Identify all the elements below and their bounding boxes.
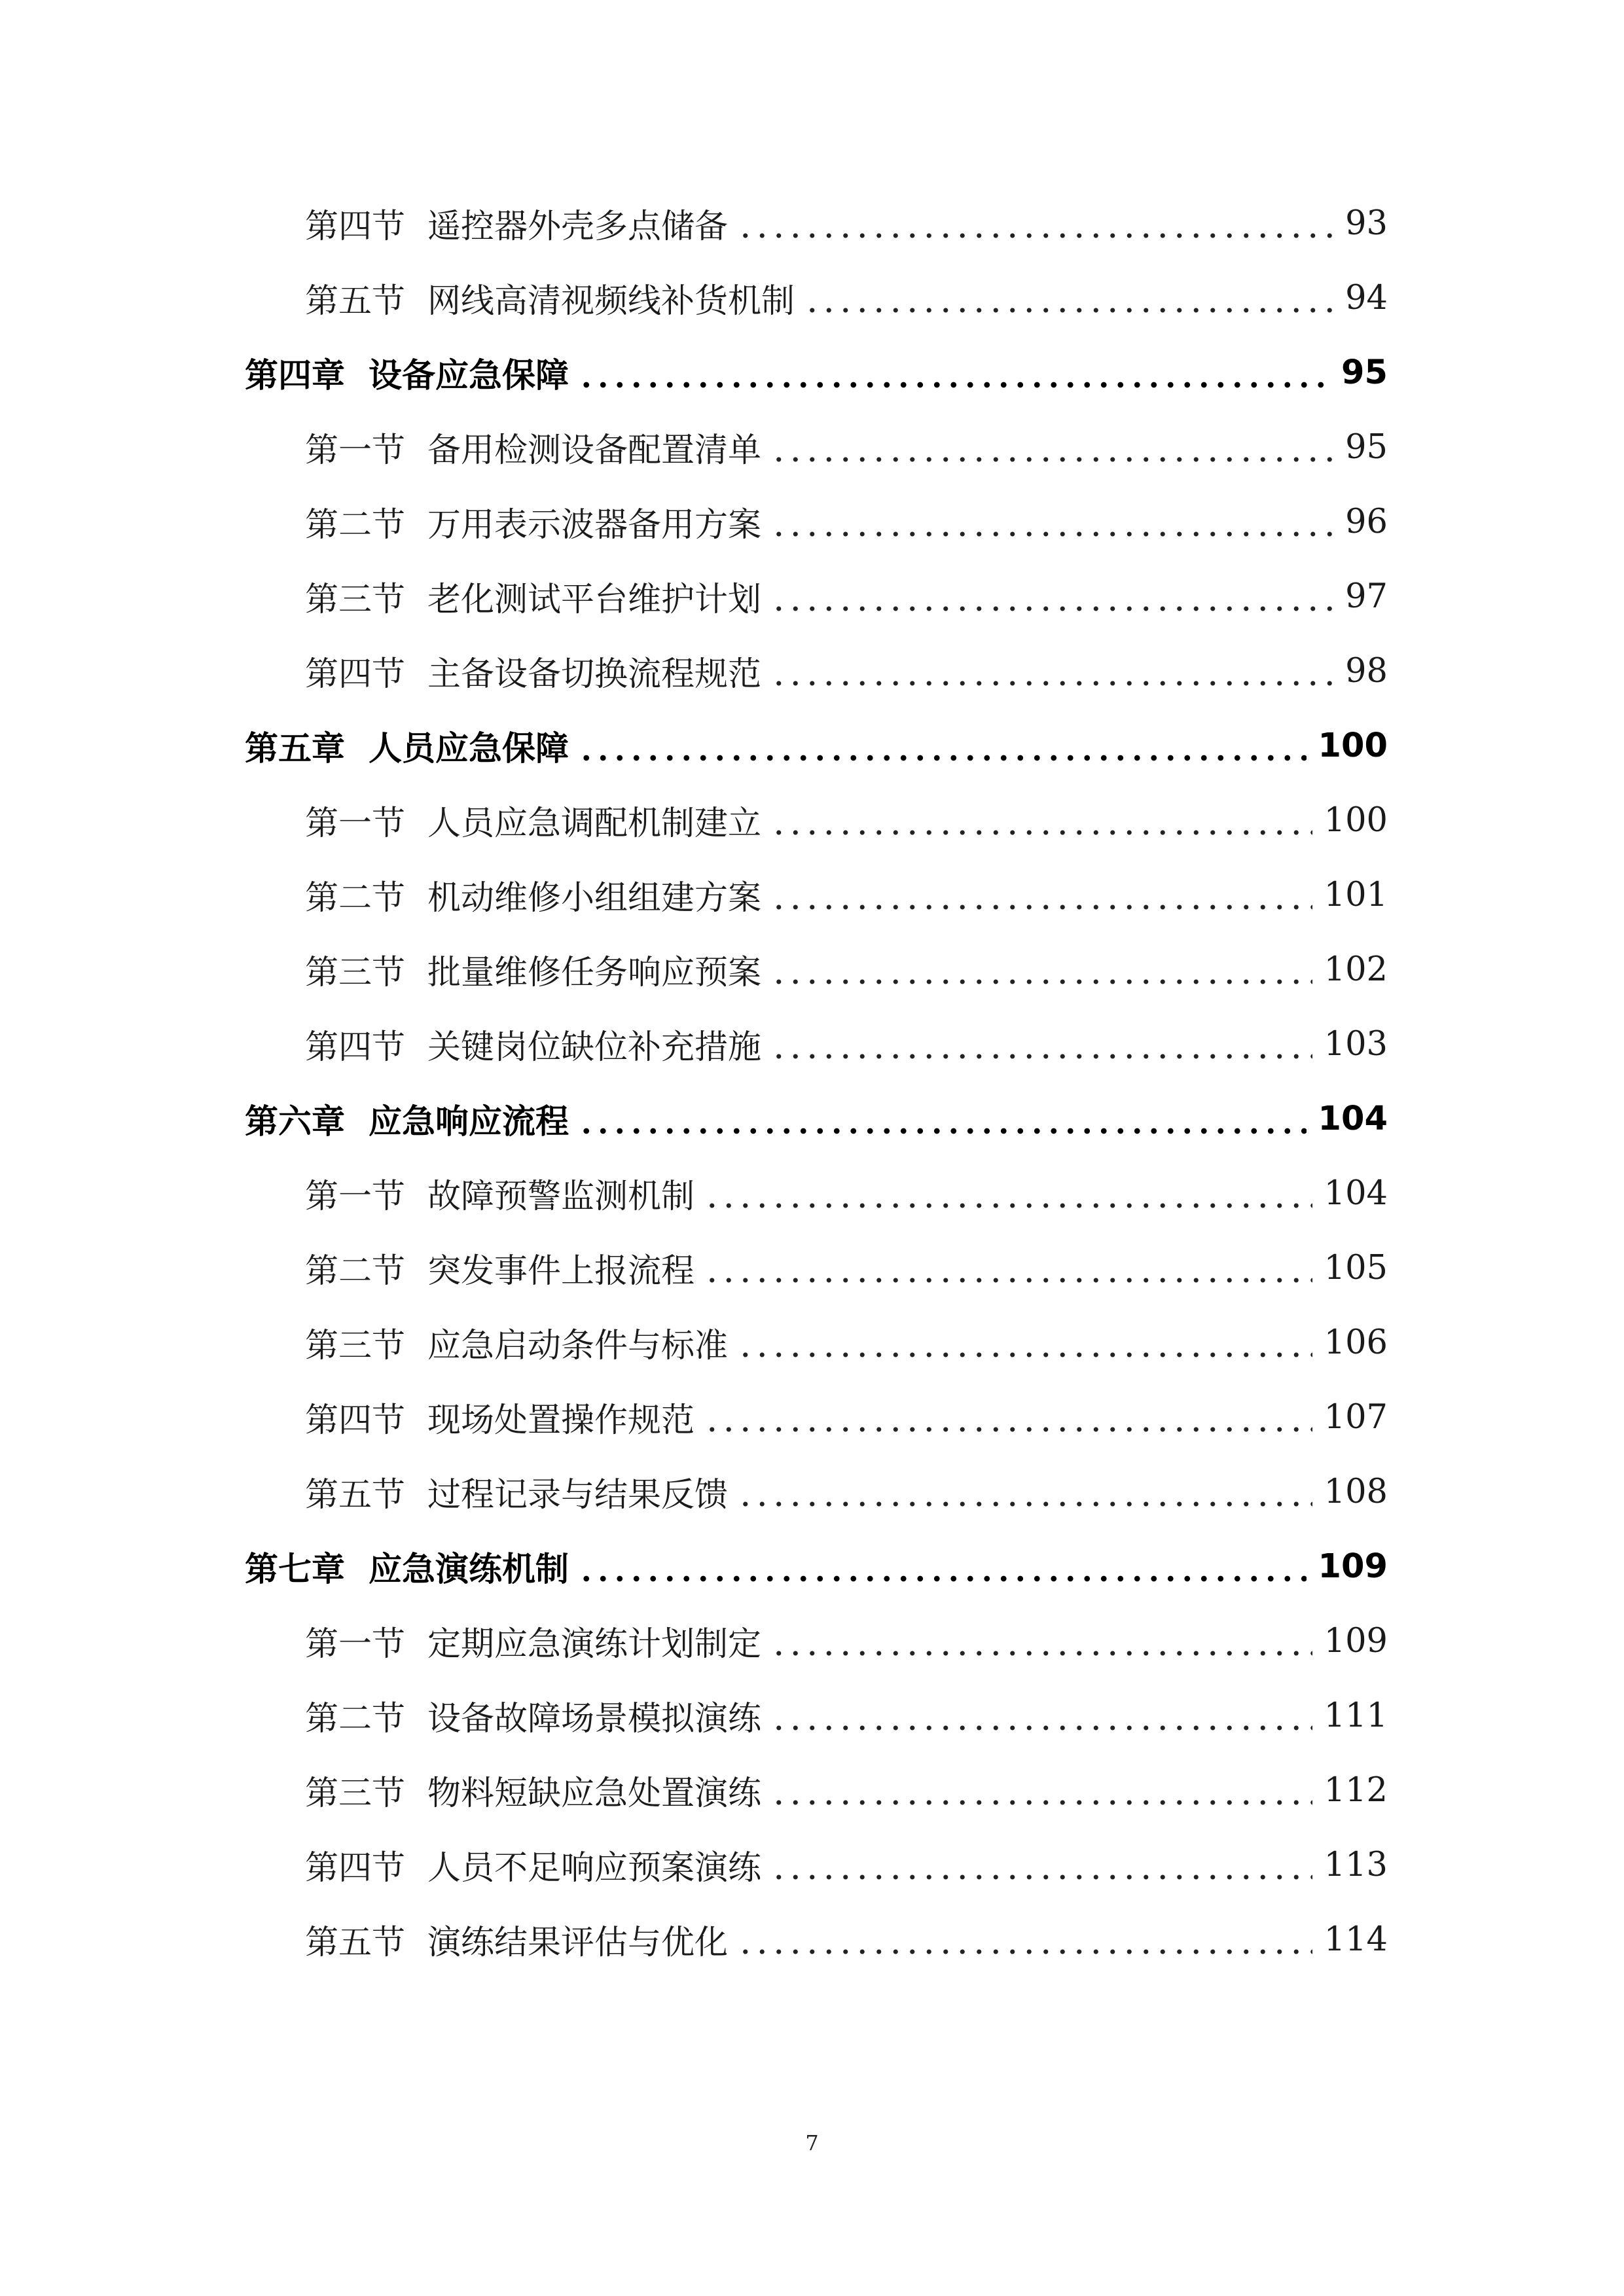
toc-entry-page: 98 bbox=[1345, 651, 1388, 691]
toc-entry-label: 第三节 bbox=[305, 1327, 406, 1365]
toc-entry-label: 第一节 bbox=[305, 431, 406, 470]
toc-entry-chapter[interactable] bbox=[245, 1087, 1388, 1150]
toc-entry-page: 108 bbox=[1324, 1472, 1388, 1511]
toc-entry-title: 批量维修任务响应预案 bbox=[427, 954, 762, 992]
toc-entry-section[interactable] bbox=[305, 490, 1388, 553]
toc-entry-chapter[interactable] bbox=[245, 1535, 1388, 1598]
toc-entry-section[interactable] bbox=[305, 565, 1388, 628]
dot-leader bbox=[770, 1609, 1312, 1672]
toc-entry-label: 第四章 bbox=[245, 357, 346, 395]
toc-entry-title: 老化测试平台维护计划 bbox=[427, 581, 762, 619]
toc-entry-section[interactable] bbox=[305, 416, 1388, 478]
toc-entry-label: 第一节 bbox=[305, 804, 406, 843]
toc-entry-page: 111 bbox=[1324, 1696, 1388, 1735]
toc-entry-section[interactable] bbox=[305, 1684, 1388, 1747]
dot-leader bbox=[770, 1013, 1312, 1075]
toc-entry-page: 104 bbox=[1318, 1099, 1388, 1138]
toc-entry-title: 过程记录与结果反馈 bbox=[427, 1476, 729, 1515]
toc-entry-page: 93 bbox=[1345, 204, 1388, 243]
toc-entry-section[interactable] bbox=[305, 1236, 1388, 1299]
toc-entry-section[interactable] bbox=[305, 266, 1388, 329]
toc-entry-title: 人员应急保障 bbox=[369, 730, 569, 768]
toc-entry-title: 万用表示波器备用方案 bbox=[427, 506, 762, 545]
toc-entry-page: 114 bbox=[1324, 1920, 1388, 1959]
toc-entry-label: 第七章 bbox=[245, 1551, 346, 1589]
toc-entry-section[interactable] bbox=[305, 1162, 1388, 1225]
dot-leader bbox=[770, 789, 1312, 852]
toc-entry-title: 主备设备切换流程规范 bbox=[427, 655, 762, 694]
toc-entry-page: 106 bbox=[1324, 1323, 1388, 1362]
dot-leader bbox=[770, 416, 1333, 478]
toc-entry-page: 109 bbox=[1324, 1621, 1388, 1660]
toc-entry-title: 遥控器外壳多点储备 bbox=[427, 207, 729, 246]
dot-leader bbox=[770, 1759, 1312, 1821]
toc-entry-page: 104 bbox=[1324, 1174, 1388, 1213]
toc-entry-title: 人员不足响应预案演练 bbox=[427, 1849, 762, 1888]
toc-entry-label: 第一节 bbox=[305, 1177, 406, 1216]
toc-entry-section[interactable] bbox=[305, 1460, 1388, 1523]
toc-entry-title: 应急响应流程 bbox=[369, 1103, 569, 1141]
toc-entry-page: 95 bbox=[1345, 427, 1388, 467]
toc-entry-section[interactable] bbox=[305, 938, 1388, 1001]
toc-entry-title: 现场处置操作规范 bbox=[427, 1401, 695, 1440]
dot-leader bbox=[704, 1386, 1312, 1448]
toc-entry-label: 第三节 bbox=[305, 581, 406, 619]
dot-leader bbox=[770, 863, 1312, 926]
dot-leader bbox=[737, 1460, 1312, 1523]
toc-entry-label: 第四节 bbox=[305, 207, 406, 246]
toc-entry-label: 第三节 bbox=[305, 954, 406, 992]
dot-leader bbox=[737, 1311, 1312, 1374]
toc-entry-page: 112 bbox=[1324, 1770, 1388, 1810]
toc-entry-label: 第五章 bbox=[245, 730, 346, 768]
toc-entry-page: 94 bbox=[1345, 278, 1388, 317]
toc-entry-chapter[interactable] bbox=[245, 341, 1388, 404]
toc-entry-title: 人员应急调配机制建立 bbox=[427, 804, 762, 843]
toc-entry-title: 定期应急演练计划制定 bbox=[427, 1625, 762, 1664]
toc-entry-title: 应急演练机制 bbox=[369, 1551, 569, 1589]
toc-entry-page: 113 bbox=[1324, 1845, 1388, 1884]
toc-entry-section[interactable] bbox=[305, 1759, 1388, 1821]
toc-entry-title: 物料短缺应急处置演练 bbox=[427, 1774, 762, 1813]
dot-leader bbox=[770, 1833, 1312, 1896]
toc-entry-title: 突发事件上报流程 bbox=[427, 1252, 695, 1291]
toc-entry-label: 第四节 bbox=[305, 655, 406, 694]
toc-entry-page: 105 bbox=[1324, 1248, 1388, 1287]
toc-entry-page: 100 bbox=[1324, 800, 1388, 840]
dot-leader bbox=[578, 1535, 1307, 1598]
toc-entry-label: 第四节 bbox=[305, 1028, 406, 1067]
toc-entry-title: 故障预警监测机制 bbox=[427, 1177, 695, 1216]
toc-entry-label: 第四节 bbox=[305, 1849, 406, 1888]
toc-entry-title: 演练结果评估与优化 bbox=[427, 1924, 729, 1962]
toc-entry-label: 第四节 bbox=[305, 1401, 406, 1440]
dot-leader bbox=[770, 565, 1333, 628]
toc-entry-page: 97 bbox=[1345, 577, 1388, 616]
toc-entry-page: 109 bbox=[1318, 1547, 1388, 1586]
toc-entry-page: 101 bbox=[1324, 875, 1388, 914]
toc-entry-label: 第二节 bbox=[305, 1252, 406, 1291]
toc-entry-section[interactable] bbox=[305, 1908, 1388, 1971]
toc-entry-chapter[interactable] bbox=[245, 714, 1388, 777]
toc-entry-section[interactable] bbox=[305, 1609, 1388, 1672]
toc-entry-page: 102 bbox=[1324, 950, 1388, 989]
toc-entry-section[interactable] bbox=[305, 1833, 1388, 1896]
toc-entry-section[interactable] bbox=[305, 863, 1388, 926]
toc-entry-page: 95 bbox=[1341, 353, 1388, 392]
dot-leader bbox=[770, 1684, 1312, 1747]
toc-entry-section[interactable] bbox=[305, 192, 1388, 255]
toc-entry-label: 第二节 bbox=[305, 506, 406, 545]
dot-leader bbox=[578, 1087, 1307, 1150]
toc-entry-label: 第二节 bbox=[305, 879, 406, 918]
dot-leader bbox=[770, 490, 1333, 553]
toc-entry-title: 关键岗位缺位补充措施 bbox=[427, 1028, 762, 1067]
dot-leader bbox=[704, 1236, 1312, 1299]
dot-leader bbox=[578, 714, 1307, 777]
toc-entry-section[interactable] bbox=[305, 1311, 1388, 1374]
dot-leader bbox=[770, 938, 1312, 1001]
dot-leader bbox=[578, 341, 1329, 404]
toc-entry-title: 设备应急保障 bbox=[369, 357, 569, 395]
toc-entry-label: 第三节 bbox=[305, 1774, 406, 1813]
dot-leader bbox=[737, 192, 1333, 255]
dot-leader bbox=[704, 1162, 1312, 1225]
toc-entry-title: 设备故障场景模拟演练 bbox=[427, 1700, 762, 1738]
toc-entry-section[interactable] bbox=[305, 1386, 1388, 1448]
toc-entry-title: 应急启动条件与标准 bbox=[427, 1327, 729, 1365]
toc-entry-title: 备用检测设备配置清单 bbox=[427, 431, 762, 470]
toc-entry-title: 网线高清视频线补货机制 bbox=[427, 282, 795, 321]
dot-leader bbox=[804, 266, 1333, 329]
toc-entry-label: 第五节 bbox=[305, 282, 406, 321]
toc-entry-title: 机动维修小组组建方案 bbox=[427, 879, 762, 918]
toc-entry-label: 第二节 bbox=[305, 1700, 406, 1738]
page-number: 7 bbox=[805, 2130, 819, 2155]
toc-entry-section[interactable] bbox=[305, 639, 1388, 702]
toc-entry-label: 第五节 bbox=[305, 1924, 406, 1962]
toc-entry-section[interactable] bbox=[305, 789, 1388, 852]
toc-entry-page: 107 bbox=[1324, 1397, 1388, 1437]
toc-entry-label: 第五节 bbox=[305, 1476, 406, 1515]
toc-entry-page: 100 bbox=[1318, 726, 1388, 765]
toc-entry-label: 第一节 bbox=[305, 1625, 406, 1664]
toc-entry-page: 96 bbox=[1345, 502, 1388, 541]
toc-entry-section[interactable] bbox=[305, 1013, 1388, 1075]
dot-leader bbox=[770, 639, 1333, 702]
dot-leader bbox=[737, 1908, 1312, 1971]
toc-entry-label: 第六章 bbox=[245, 1103, 346, 1141]
toc-entry-page: 103 bbox=[1324, 1024, 1388, 1064]
